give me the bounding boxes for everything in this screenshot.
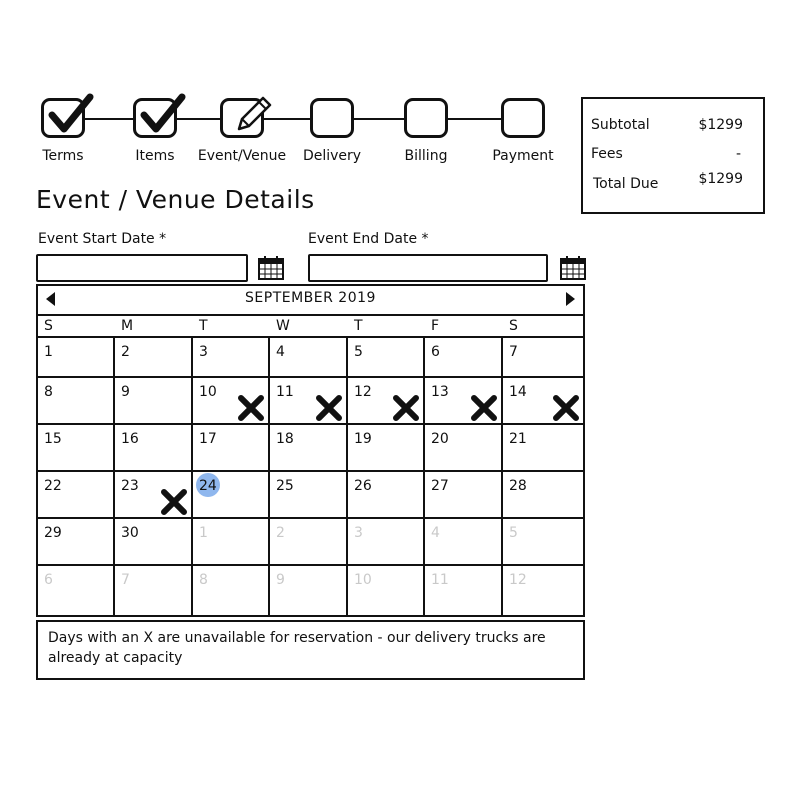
check-icon	[44, 93, 98, 139]
calendar-day-cell[interactable]	[38, 472, 115, 519]
unavailable-x-icon	[238, 395, 264, 425]
calendar-day-cell[interactable]	[425, 566, 503, 615]
unavailable-x-icon	[471, 395, 497, 425]
calendar-day-cell[interactable]	[115, 566, 193, 615]
subtotal-value: $1299	[698, 117, 743, 133]
day-number: 3	[199, 344, 208, 360]
pencil-icon	[223, 93, 277, 139]
day-number: 6	[44, 572, 53, 588]
calendar-grid	[38, 338, 583, 615]
day-number: 1	[199, 525, 208, 541]
page-title: Event / Venue Details	[36, 185, 315, 214]
day-number: 19	[354, 431, 372, 447]
day-number: 22	[44, 478, 62, 494]
total-row	[591, 171, 753, 192]
day-number: 21	[509, 431, 527, 447]
calendar-day-cell[interactable]	[115, 425, 193, 472]
day-number: 26	[354, 478, 372, 494]
calendar-day-cell[interactable]	[38, 566, 115, 615]
fees-value: -	[735, 146, 741, 162]
day-number: 28	[509, 478, 527, 494]
unavailable-x-icon	[161, 489, 187, 519]
calendar-day-cell[interactable]	[425, 472, 503, 519]
start-date-input[interactable]	[36, 254, 248, 282]
day-number: 10	[199, 384, 217, 400]
calendar-day-cell[interactable]	[348, 472, 425, 519]
step-box	[310, 98, 354, 138]
day-number: 11	[431, 572, 449, 588]
day-number: 24	[199, 478, 217, 494]
calendar-day-cell[interactable]	[38, 425, 115, 472]
step-3[interactable]	[287, 98, 377, 164]
day-number: 18	[276, 431, 294, 447]
calendar-header	[38, 286, 583, 316]
calendar-day-cell[interactable]	[115, 378, 193, 425]
calendar-day-cell	[193, 378, 270, 425]
step-box	[220, 98, 264, 138]
step-label: Items	[135, 148, 175, 164]
check-icon	[136, 93, 190, 139]
calendar-day-cell[interactable]	[193, 338, 270, 378]
calendar-day-cell[interactable]	[38, 519, 115, 566]
step-box	[41, 98, 85, 138]
calendar-day-cell[interactable]	[503, 566, 583, 615]
end-date-calendar-icon[interactable]	[560, 256, 586, 284]
step-5[interactable]	[478, 98, 568, 164]
day-number: 23	[121, 478, 139, 494]
day-number: 8	[199, 572, 208, 588]
day-number: 10	[354, 572, 372, 588]
step-box	[404, 98, 448, 138]
subtotal-label: Subtotal	[591, 117, 650, 133]
day-number: 9	[276, 572, 285, 588]
total-label: Total Due	[593, 176, 659, 192]
day-number: 8	[44, 384, 53, 400]
calendar-day-cell[interactable]	[38, 338, 115, 378]
day-number: 5	[354, 344, 363, 360]
weekday-label: S	[44, 318, 53, 334]
day-number: 13	[431, 384, 449, 400]
step-label: Delivery	[302, 148, 362, 164]
calendar-day-cell[interactable]	[348, 338, 425, 378]
step-box	[501, 98, 545, 138]
calendar-day-cell[interactable]	[503, 519, 583, 566]
calendar-day-cell[interactable]	[193, 519, 270, 566]
calendar-day-cell	[348, 378, 425, 425]
day-number: 14	[509, 384, 527, 400]
calendar-day-cell[interactable]	[115, 519, 193, 566]
calendar-day-cell[interactable]	[503, 472, 583, 519]
weekday-label: W	[276, 318, 290, 334]
calendar-day-cell[interactable]	[425, 425, 503, 472]
weekday-label: M	[121, 318, 134, 334]
calendar-day-cell[interactable]	[425, 338, 503, 378]
day-number: 27	[431, 478, 449, 494]
calendar-day-cell	[115, 472, 193, 519]
calendar-day-cell	[503, 378, 583, 425]
start-date-calendar-icon[interactable]	[258, 256, 284, 284]
calendar-day-cell[interactable]	[38, 378, 115, 425]
calendar-day-cell[interactable]	[503, 425, 583, 472]
weekday-header	[38, 316, 583, 338]
step-label: Payment	[492, 148, 554, 164]
calendar-day-cell[interactable]	[193, 566, 270, 615]
day-number: 2	[276, 525, 285, 541]
day-number: 17	[199, 431, 217, 447]
step-label: Terms	[42, 148, 84, 164]
day-number: 15	[44, 431, 62, 447]
calendar-day-cell	[425, 378, 503, 425]
calendar-day-cell[interactable]	[270, 519, 348, 566]
day-number: 2	[121, 344, 130, 360]
calendar-day-cell[interactable]	[270, 338, 348, 378]
unavailable-x-icon	[393, 395, 419, 425]
end-date-label: Event End Date *	[308, 231, 429, 247]
unavailable-x-icon	[316, 395, 342, 425]
day-number: 16	[121, 431, 139, 447]
day-number: 20	[431, 431, 449, 447]
calendar-day-cell[interactable]	[348, 519, 425, 566]
day-number: 11	[276, 384, 294, 400]
calendar-day-cell[interactable]	[270, 472, 348, 519]
step-1[interactable]	[110, 98, 200, 164]
date-picker-calendar	[36, 284, 585, 617]
day-number: 25	[276, 478, 294, 494]
availability-note: Days with an X are unavailable for reservation - our delivery trucks are already at capacity	[36, 620, 585, 680]
total-value: $1299	[698, 171, 743, 187]
calendar-day-cell[interactable]	[193, 472, 270, 519]
step-0[interactable]	[18, 98, 108, 164]
weekday-label: T	[199, 318, 208, 334]
step-2[interactable]	[197, 98, 287, 164]
calendar-day-cell[interactable]	[115, 338, 193, 378]
unavailable-x-icon	[553, 395, 579, 425]
weekday-label: T	[354, 318, 363, 334]
weekday-label: S	[509, 318, 518, 334]
calendar-day-cell	[270, 378, 348, 425]
day-number: 5	[509, 525, 518, 541]
day-number: 30	[121, 525, 139, 541]
step-box	[133, 98, 177, 138]
day-number: 7	[509, 344, 518, 360]
day-number: 3	[354, 525, 363, 541]
subtotal-row	[591, 117, 753, 133]
day-number: 1	[44, 344, 53, 360]
fees-row	[591, 146, 753, 162]
calendar-day-cell[interactable]	[193, 425, 270, 472]
weekday-label: F	[431, 318, 440, 334]
start-date-label: Event Start Date *	[38, 231, 167, 247]
day-number: 7	[121, 572, 130, 588]
calendar-day-cell[interactable]	[503, 338, 583, 378]
day-number: 12	[354, 384, 372, 400]
step-label: Billing	[404, 148, 448, 164]
next-month-icon[interactable]	[566, 292, 575, 306]
order-summary	[581, 97, 765, 214]
calendar-day-cell[interactable]	[270, 425, 348, 472]
month-label: SEPTEMBER 2019	[245, 290, 376, 306]
calendar-day-cell[interactable]	[348, 566, 425, 615]
day-number: 29	[44, 525, 62, 541]
fees-label: Fees	[591, 146, 623, 162]
step-label: Event/Venue	[197, 148, 287, 164]
day-number: 9	[121, 384, 130, 400]
calendar-day-cell[interactable]	[425, 519, 503, 566]
calendar-day-cell[interactable]	[270, 566, 348, 615]
step-4[interactable]	[381, 98, 471, 164]
day-number: 4	[276, 344, 285, 360]
day-number: 6	[431, 344, 440, 360]
day-number: 12	[509, 572, 527, 588]
day-number: 4	[431, 525, 440, 541]
end-date-input[interactable]	[308, 254, 548, 282]
calendar-day-cell[interactable]	[348, 425, 425, 472]
